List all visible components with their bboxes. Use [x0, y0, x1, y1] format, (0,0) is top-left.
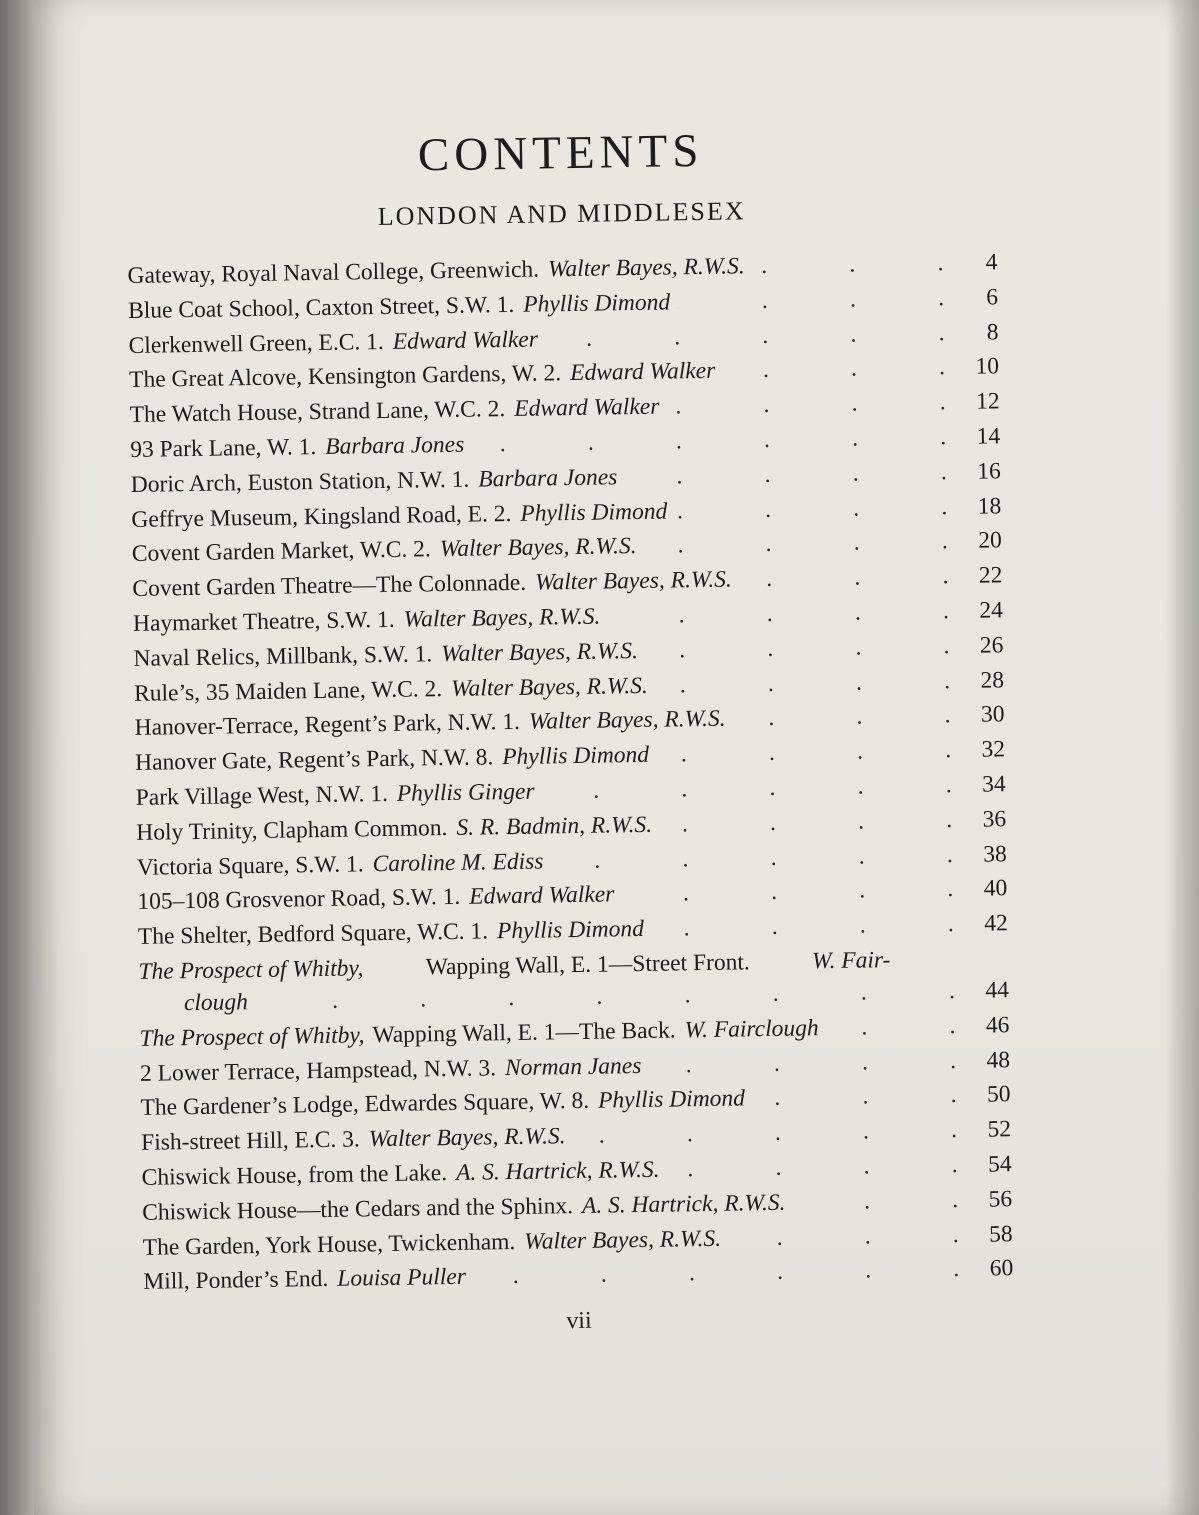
- entry-place: The Shelter, Bedford Square, W.C. 1.: [137, 918, 489, 951]
- entry-page: 38: [983, 840, 1007, 868]
- dot-leader: [752, 246, 943, 284]
- entry-page: 60: [989, 1255, 1014, 1282]
- entry-place: Chiswick House, from the Lake.: [141, 1159, 448, 1191]
- entry-artist: Edward Walker: [569, 358, 716, 387]
- entry-artist: W. Fair-: [811, 947, 891, 975]
- entry-artist: Phyllis Dimond: [520, 498, 668, 527]
- entry-page: 58: [988, 1220, 1013, 1248]
- entry-artist: Caroline M. Ediss: [372, 848, 544, 877]
- entry-page: 14: [976, 423, 1001, 450]
- dot-leader: [644, 525, 948, 565]
- entry-page: 28: [980, 666, 1005, 694]
- entry-place: Haymarket Theatre, S.W. 1.: [132, 606, 395, 637]
- dot-leader: [667, 1148, 958, 1187]
- entry-page: 22: [978, 562, 1003, 589]
- entry-place: Covent Garden Theatre—The Colonnade.: [132, 569, 527, 603]
- entry-place: Doric Arch, Euston Station, N.W. 1.: [130, 466, 470, 498]
- dot-leader: [675, 490, 948, 529]
- entry-artist: A. S. Hartrick, R.W.S.: [455, 1156, 660, 1186]
- dot-leader: [657, 733, 952, 772]
- dot-leader: [729, 1218, 959, 1256]
- entry-page: 16: [976, 458, 1001, 485]
- entry-page: 12: [975, 388, 1000, 415]
- entry-place: Rule’s, 35 Maiden Lane, W.C. 2.: [133, 675, 443, 707]
- entry-artist: Walter Bayes, R.W.S.: [547, 253, 745, 283]
- dot-leader: [625, 455, 947, 495]
- entry-artist: Walter Bayes, R.W.S.: [403, 603, 601, 633]
- entry-page: 40: [983, 875, 1008, 902]
- entry-artist: Louisa Puller: [337, 1264, 467, 1293]
- entry-artist: Phyllis Dimond: [502, 742, 650, 771]
- entry-page: 54: [987, 1151, 1012, 1178]
- entry-place: Covent Garden Market, W.C. 2.: [131, 536, 432, 568]
- page-title: CONTENTS: [417, 124, 704, 182]
- entry-place: The Garden, York House, Twickenham.: [142, 1228, 516, 1261]
- entry-artist: Phyllis Dimond: [597, 1085, 746, 1115]
- entry-page: 10: [975, 353, 1000, 381]
- entry-artist: Norman Janes: [504, 1052, 642, 1081]
- dot-leader: [656, 664, 951, 703]
- dot-leader: [474, 1252, 960, 1294]
- entry-page: 8: [986, 318, 999, 346]
- entry-place: Geffrye Museum, Kingsland Road, E. 2.: [131, 500, 512, 533]
- dot-leader: [793, 1183, 958, 1220]
- dot-leader: [826, 1009, 955, 1046]
- entry-page: 20: [978, 527, 1002, 555]
- entry-artist: Phyllis Dimond: [496, 916, 645, 945]
- entry-place: 105–108 Grosvenor Road, S.W. 1.: [137, 884, 461, 916]
- entry-place: 93 Park Lane, W. 1.: [130, 434, 317, 463]
- entry-page: 36: [982, 805, 1007, 833]
- entry-place: Hanover-Terrace, Regent’s Park, N.W. 1.: [134, 709, 521, 742]
- entry-page: 6: [986, 284, 999, 311]
- entry-artist: Walter Bayes, R.W.S.: [534, 566, 732, 596]
- entry-artist: S. R. Badmin, R.W.S.: [456, 811, 653, 841]
- dot-leader: [753, 1078, 957, 1116]
- entry-artist: Barbara Jones: [478, 464, 618, 493]
- entry-place: Blue Coat School, Caxton Street, S.W. 1.: [127, 291, 515, 324]
- entry-artist: Phyllis Ginger: [396, 778, 535, 807]
- entry-page: 26: [979, 632, 1004, 659]
- entry-place: Gateway, Royal Naval College, Greenwich.: [127, 256, 540, 289]
- dot-leader: [649, 1044, 956, 1084]
- entry-artist: Walter Bayes, R.W.S.: [524, 1225, 722, 1255]
- entry-place: Fish-street Hill, E.C. 3.: [140, 1126, 360, 1156]
- entry-artist: clough: [183, 989, 249, 1017]
- entry-artist: Walter Bayes, R.W.S.: [439, 533, 637, 563]
- entry-artist: Walter Bayes, R.W.S.: [450, 672, 649, 702]
- entry-artist: Edward Walker: [392, 326, 539, 355]
- entry-page: 50: [986, 1081, 1011, 1108]
- dot-leader: [652, 907, 954, 947]
- dot-leader: [723, 351, 945, 389]
- entry-page: 4: [985, 249, 998, 276]
- entry-page: 18: [977, 492, 1002, 520]
- entry-page: 46: [985, 1011, 1010, 1039]
- entry-artist: A. S. Hartrick, R.W.S.: [581, 1189, 786, 1219]
- entry-place: Wapping Wall, E. 1—Street Front.: [425, 949, 750, 981]
- dot-leader: [646, 629, 950, 669]
- dot-leader: [740, 559, 949, 597]
- entry-place: Park Village West, N.W. 1.: [135, 780, 389, 811]
- entry-place: Chiswick House—the Cedars and the Sphinx.: [142, 1192, 574, 1226]
- entry-place: Wapping Wall, E. 1—The Back.: [372, 1017, 676, 1048]
- entry-page: 52: [987, 1116, 1012, 1143]
- entry-place: Victoria Square, S.W. 1.: [136, 850, 364, 881]
- dot-leader: [608, 594, 949, 634]
- entry-page: 48: [986, 1046, 1011, 1074]
- dot-leader: [667, 385, 946, 424]
- contents-block: [125, 101, 1014, 1346]
- page-edge-shadow: [1165, 0, 1199, 1515]
- dot-leader: [678, 281, 944, 320]
- entry-title: The Prospect of Whitby,: [139, 1022, 365, 1052]
- entry-page: 56: [988, 1185, 1013, 1213]
- entry-page: 34: [981, 771, 1006, 798]
- entry-page: 32: [981, 736, 1006, 763]
- entry-place: Mill, Ponder’s End.: [143, 1266, 329, 1296]
- entry-place: The Great Alcove, Kensington Gardens, W. 2.: [128, 360, 562, 394]
- entry-place: Holy Trinity, Clapham Common.: [136, 814, 448, 846]
- entry-place: Hanover Gate, Regent’s Park, N.W. 8.: [134, 744, 494, 777]
- dot-leader: [660, 803, 953, 842]
- entry-place: The Watch House, Strand Lane, W.C. 2.: [129, 396, 506, 429]
- entry-place: Clerkenwell Green, E.C. 1.: [128, 328, 384, 359]
- entry-artist: Walter Bayes, R.W.S.: [368, 1123, 566, 1153]
- dot-leader: [733, 698, 951, 736]
- entry-place: 2 Lower Terrace, Hampstead, N.W. 3.: [139, 1054, 497, 1087]
- entry-artist: Edward Walker: [514, 393, 660, 423]
- entry-page: 42: [984, 910, 1009, 937]
- entry-artist: W. Fairclough: [684, 1014, 819, 1044]
- entry-artist: Phyllis Dimond: [523, 289, 671, 318]
- dot-leader: [622, 872, 953, 912]
- entry-page: 24: [979, 597, 1004, 624]
- entry-title: The Prospect of Whitby,: [138, 955, 364, 985]
- page-number: vii: [566, 1307, 592, 1335]
- entry-artist: Walter Bayes, R.W.S.: [528, 706, 726, 736]
- entry-page: 44: [985, 977, 1010, 1004]
- entry-artist: Edward Walker: [469, 881, 615, 911]
- entry-artist: Walter Bayes, R.W.S.: [441, 637, 639, 667]
- section-heading: LONDON AND MIDDLESEX: [377, 196, 746, 232]
- entry-place: Naval Relics, Millbank, S.W. 1.: [133, 641, 433, 672]
- entry-place: The Gardener’s Lodge, Edwardes Square, W. 8.: [140, 1088, 590, 1122]
- contents-list: [127, 245, 1013, 1300]
- entry-artist: Barbara Jones: [325, 431, 465, 460]
- entry-page: 30: [980, 701, 1005, 728]
